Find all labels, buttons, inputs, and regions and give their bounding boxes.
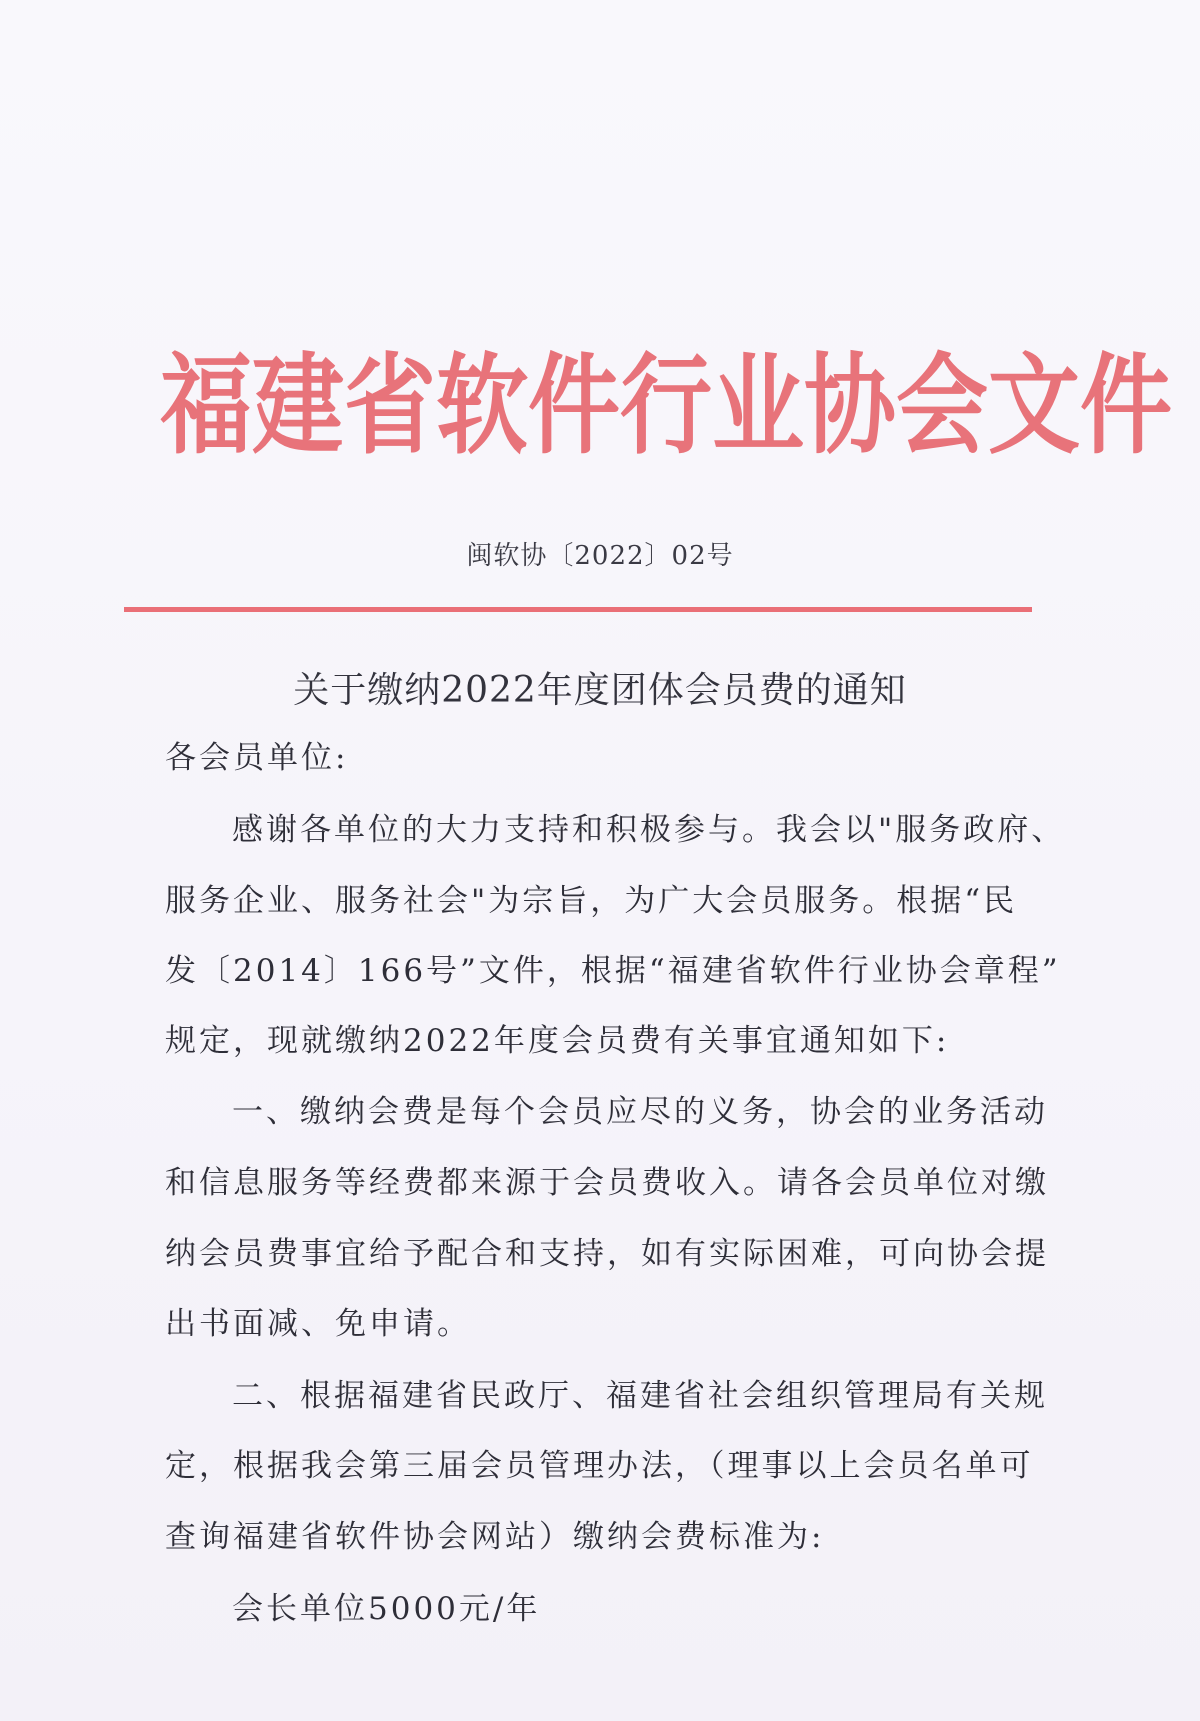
body-line-5: 一、缴纳会费是每个会员应尽的义务，协会的业务活动 [232, 1094, 1048, 1130]
body-line-8: 出书面减、免申请。 [165, 1306, 471, 1342]
notice-title: 关于缴纳2022年度团体会员费的通知 [293, 670, 907, 711]
body-line-10: 定，根据我会第三届会员管理办法，（理事以上会员名单可 [165, 1448, 1034, 1484]
body-line-2: 服务企业、服务社会"为宗旨，为广大会员服务。根据“民 [165, 883, 1018, 919]
salutation: 各会员单位: [165, 740, 349, 776]
body-line-4: 规定，现就缴纳2022年度会员费有关事宜通知如下: [165, 1023, 950, 1059]
org-header-title: 福建省软件行业协会文件 [160, 341, 1173, 469]
body-line-1: 感谢各单位的大力支持和积极参与。我会以"服务政府、 [232, 812, 1066, 848]
body-line-3: 发〔2014〕166号”文件，根据“福建省软件行业协会章程” [165, 953, 1061, 989]
body-line-6: 和信息服务等经费都来源于会员费收入。请各会员单位对缴 [165, 1165, 1049, 1201]
document-number: 闽软协〔2022〕02号 [466, 541, 734, 571]
body-line-7: 纳会员费事宜给予配合和支持，如有实际困难，可向协会提 [165, 1236, 1049, 1272]
header-divider [124, 607, 1032, 612]
body-line-9: 二、根据福建省民政厅、福建省社会组织管理局有关规 [232, 1378, 1048, 1414]
fee-line-chairman: 会长单位5000元/年 [232, 1591, 541, 1627]
body-line-11: 查询福建省软件协会网站）缴纳会费标准为: [165, 1519, 825, 1555]
